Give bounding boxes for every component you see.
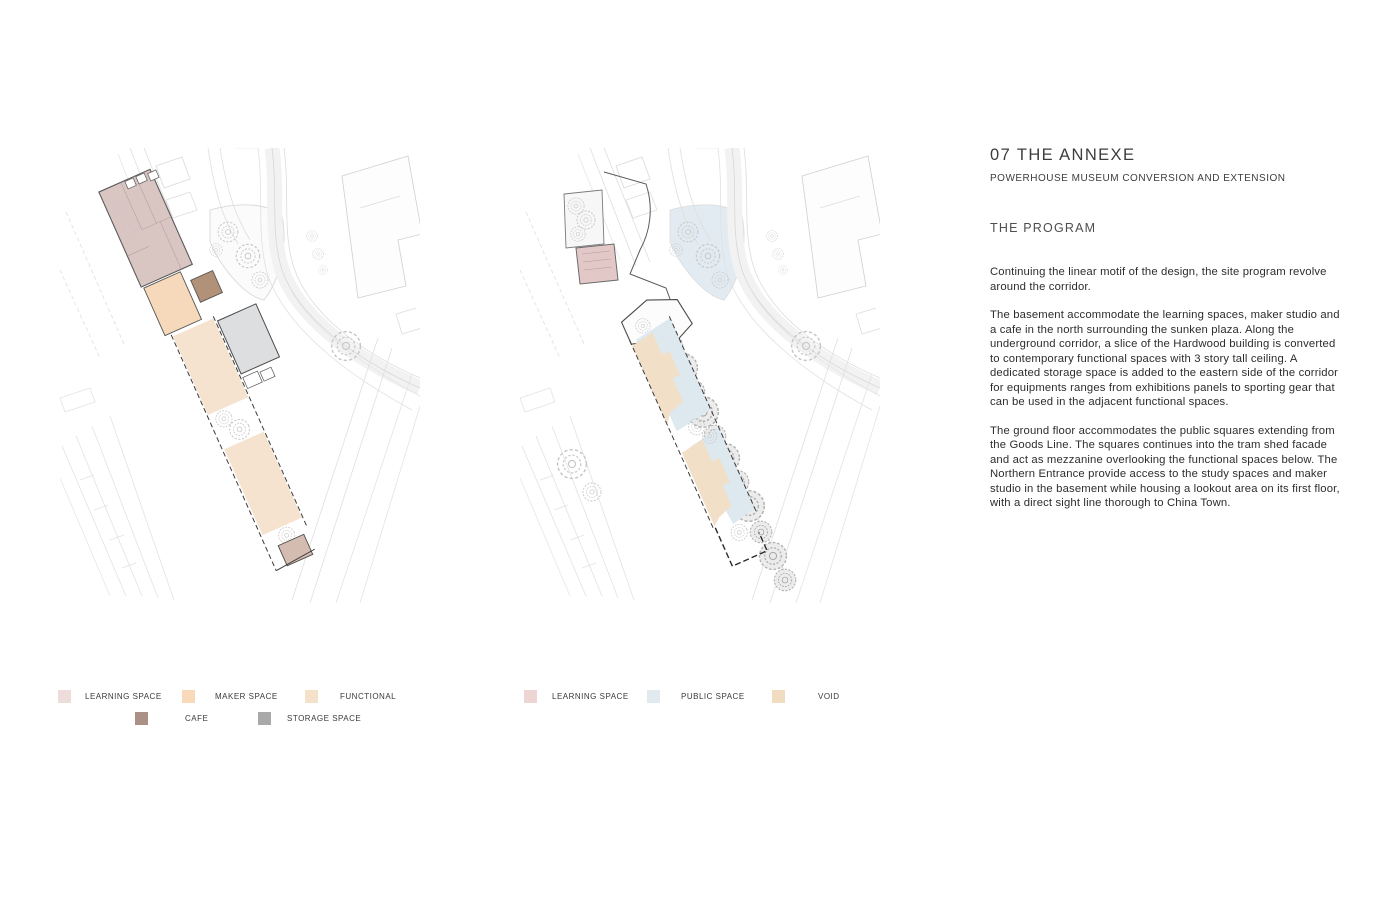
legend-label-void: VOID (818, 692, 840, 701)
section-heading: THE PROGRAM (990, 221, 1097, 235)
swatch-public-space (647, 690, 660, 703)
ground-floor-plan-figure (520, 148, 880, 603)
northern-entrance (564, 190, 618, 284)
paragraph-2: The basement accommodate the learning spaces, maker studio and a cafe in the north surrounding the sunken plaza. Along the underground corridor, a slice of the Hardwood building is converted to contemporary functional spaces with 3 story tall ceiling. A dedicated storage space is added to the eastern side of the corridor for equipments ranges from exhibitions panels to sporting gear that can be used in the adjacent functional spaces. (990, 309, 1340, 408)
legend-label-cafe: CAFE (185, 714, 209, 723)
paragraph-1: Continuing the linear motif of the design, the site program revolve around the corridor. (990, 266, 1327, 293)
legend-label-maker-space: MAKER SPACE (215, 692, 278, 701)
basement-plan-svg (60, 148, 420, 603)
swatch-learning-space (58, 690, 71, 703)
page-subtitle: POWERHOUSE MUSEUM CONVERSION AND EXTENSION (990, 173, 1286, 184)
ground-floor-plan-svg (520, 148, 880, 603)
swatch-learning-space-2 (524, 690, 537, 703)
cafe-block (191, 271, 223, 303)
page-title: 07 THE ANNEXE (990, 146, 1136, 164)
legend-label-learning-space-2: LEARNING SPACE (552, 692, 629, 701)
learning-space-block (99, 167, 197, 287)
south-end-block (278, 534, 313, 565)
functional-space-2 (224, 432, 302, 535)
legend-label-public-space: PUBLIC SPACE (681, 692, 745, 701)
swatch-maker-space (182, 690, 195, 703)
paragraph-3: The ground floor accommodates the public squares extending from the Goods Line. The squares continues into the tram shed facade and act as mezzanine overlooking the functional spaces below. The Northern Entrance provide access to the study spaces and maker studio in the basement while housing a lookout area on its first floor, with a direct sight line thorough to China Town. (990, 424, 1340, 509)
text-column (990, 146, 1348, 511)
swatch-void (772, 690, 785, 703)
legend-label-storage-space: STORAGE SPACE (287, 714, 362, 723)
end-tree (729, 522, 750, 543)
legend-label-learning-space: LEARNING SPACE (85, 692, 162, 701)
learning-space-square (576, 244, 618, 284)
basement-plan-figure (60, 148, 420, 603)
swatch-storage-space (258, 712, 271, 725)
legend-label-functional: FUNCTIONAL (340, 692, 397, 701)
swatch-cafe (135, 712, 148, 725)
swatch-functional (305, 690, 318, 703)
